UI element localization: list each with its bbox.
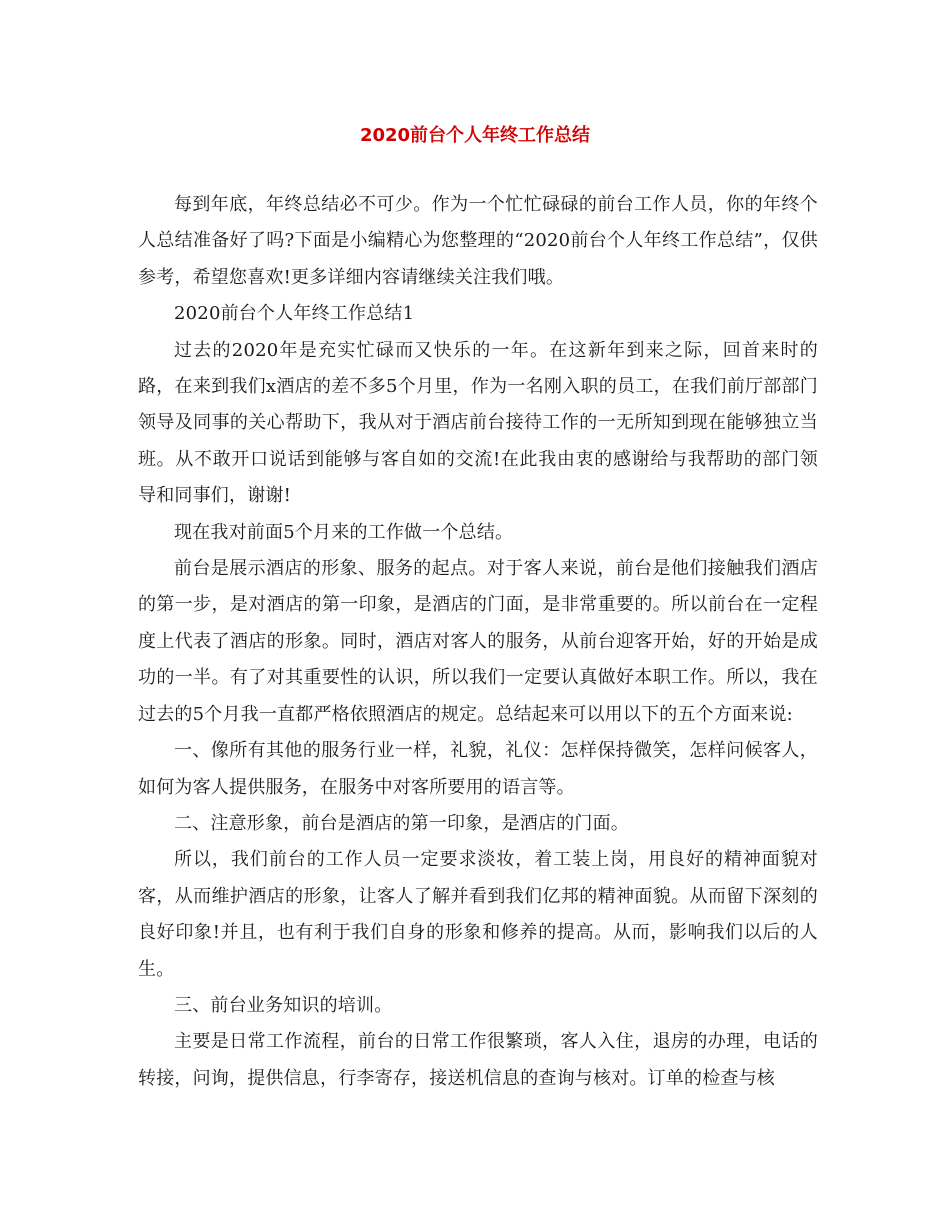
paragraph: 所以，我们前台的工作人员一定要求淡妆，着工装上岗，用良好的精神面貌对客，从而维护酒店的形象，让客人了解并看到我们亿邦的精神面貌。从而留下深刻的良好印象!并且，也有利于我们自身的形象和修养的提高。从而，影响我们以后的人生。 [138,849,818,980]
document-body [138,187,818,1097]
paragraph: 三、前台业务知识的培训。 [174,994,393,1016]
paragraph: 二、注意形象，前台是酒店的第一印象，是酒店的门面。 [174,812,629,834]
section-heading: 2020前台个人年终工作总结1 [174,303,415,325]
paragraph: 一、像所有其他的服务行业一样，礼貌，礼仪：怎样保持微笑，怎样问候客人，如何为客人提供服务，在服务中对客所要用的语言等。 [138,740,818,798]
document-title: 2020前台个人年终工作总结 [359,125,591,146]
paragraph: 现在我对前面5个月来的工作做一个总结。 [174,521,514,543]
paragraph: 主要是日常工作流程，前台的日常工作很繁琐，客人入住，退房的办理，电话的转接，问询，提供信息，行李寄存，接送机信息的查询与核对。订单的检查与核 [138,1031,818,1089]
paragraph: 每到年底，年终总结必不可少。作为一个忙忙碌碌的前台工作人员，你的年终个人总结准备好了吗?下面是小编精心为您整理的“2020前台个人年终工作总结”，仅供参考，希望您喜欢!更多详细内容请继续关注我们哦。 [138,194,818,288]
paragraph: 过去的2020年是充实忙碌而又快乐的一年。在这新年到来之际，回首来时的路，在来到我们x酒店的差不多5个月里，作为一名刚入职的员工，在我们前厅部部门领导及同事的关心帮助下，我从对于酒店前台接待工作的一无所知到现在能够独立当班。从不敢开口说话到能够与客自如的交流!在此我由衷的感谢给与我帮助的部门领导和同事们，谢谢! [138,339,818,507]
paragraph: 前台是展示酒店的形象、服务的起点。对于客人来说，前台是他们接触我们酒店的第一步，是对酒店的第一印象，是酒店的门面，是非常重要的。所以前台在一定程度上代表了酒店的形象。同时，酒店对客人的服务，从前台迎客开始，好的开始是成功的一半。有了对其重要性的认识，所以我们一定要认真做好本职工作。所以，我在过去的5个月我一直都严格依照酒店的规定。总结起来可以用以下的五个方面来说: [138,558,818,725]
